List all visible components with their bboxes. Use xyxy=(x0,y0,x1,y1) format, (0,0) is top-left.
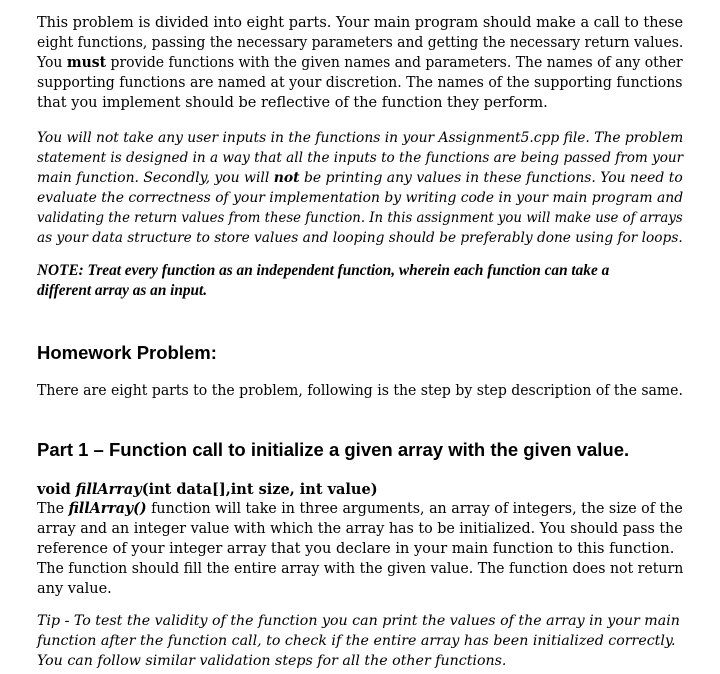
function-signature xyxy=(37,480,683,500)
intro-line: that you implement should be reflective of the function they perform. xyxy=(37,95,548,111)
description-text: function will take in three arguments, an array of integers, the size of the xyxy=(146,501,683,517)
constraints-line: You will not take any user inputs in the functions in your Assignment5.cpp file. The problem xyxy=(37,130,684,146)
homework-heading: Homework Problem: xyxy=(37,342,217,363)
note-paragraph xyxy=(37,261,683,300)
constraints-paragraph xyxy=(37,128,683,248)
intro-line xyxy=(37,53,683,73)
tip-line: You can follow similar validation steps for all the other functions. xyxy=(37,653,507,669)
constraints-line: evaluate the correctness of your implementation by writing code in your main program and xyxy=(37,190,684,206)
description-line: reference of your integer array that you declare in your main function to this function. xyxy=(37,541,675,557)
intro-line: This problem is divided into eight parts. Your main program should make a call to these xyxy=(37,15,684,31)
description-line: any value. xyxy=(37,581,112,597)
intro-text: provide functions with the given names and parameters. The names of any other xyxy=(106,55,683,71)
intro-paragraph xyxy=(37,13,683,113)
intro-line: supporting functions are named at your discretion. The names of the supporting functions xyxy=(37,75,683,91)
note-line: NOTE: Treat every function as an independent function, wherein each function can take a xyxy=(37,262,610,279)
constraints-text: main function. Secondly, you will xyxy=(37,170,274,186)
constraints-line xyxy=(37,168,683,188)
tip-paragraph xyxy=(37,611,683,671)
constraints-text: be printing any values in these functions. You need to xyxy=(299,170,683,186)
description-line: array and an integer value with which the array has to be initialized. You should pass the xyxy=(37,521,683,537)
signature-return-type: void xyxy=(37,481,76,498)
description-line xyxy=(37,499,683,519)
constraints-line: validating the return values from these function. In this assignment you will make use of arrays xyxy=(37,210,683,226)
description-paragraph xyxy=(37,499,683,599)
description-text: The xyxy=(37,501,69,517)
signature-function-name: fillArray xyxy=(75,481,142,498)
constraints-line: statement is designed in a way that all the inputs to the functions are being passed from your xyxy=(37,150,684,166)
inline-function-name: fillArray() xyxy=(68,500,147,517)
homework-intro: There are eight parts to the problem, following is the step by step description of the same. xyxy=(37,383,683,399)
tip-line: Tip - To test the validity of the function you can print the values of the array in your main xyxy=(37,613,680,629)
emphasis-must: must xyxy=(66,54,107,71)
emphasis-not: not xyxy=(273,170,300,186)
constraints-line: as your data structure to store values and looping should be preferably done using for loops. xyxy=(37,230,683,246)
signature-params: (int data[],int size, int value) xyxy=(141,481,378,498)
part1-heading: Part 1 – Function call to initialize a given array with the given value. xyxy=(37,439,630,460)
description-line: The function should fill the entire array with the given value. The function does not return xyxy=(37,561,684,577)
intro-text: You xyxy=(37,55,67,71)
note-line: different array as an input. xyxy=(37,281,208,299)
tip-line: function after the function call, to check if the entire array has been initialized correctly. xyxy=(37,633,676,649)
intro-line: eight functions, passing the necessary parameters and getting the necessary return values. xyxy=(37,35,684,51)
